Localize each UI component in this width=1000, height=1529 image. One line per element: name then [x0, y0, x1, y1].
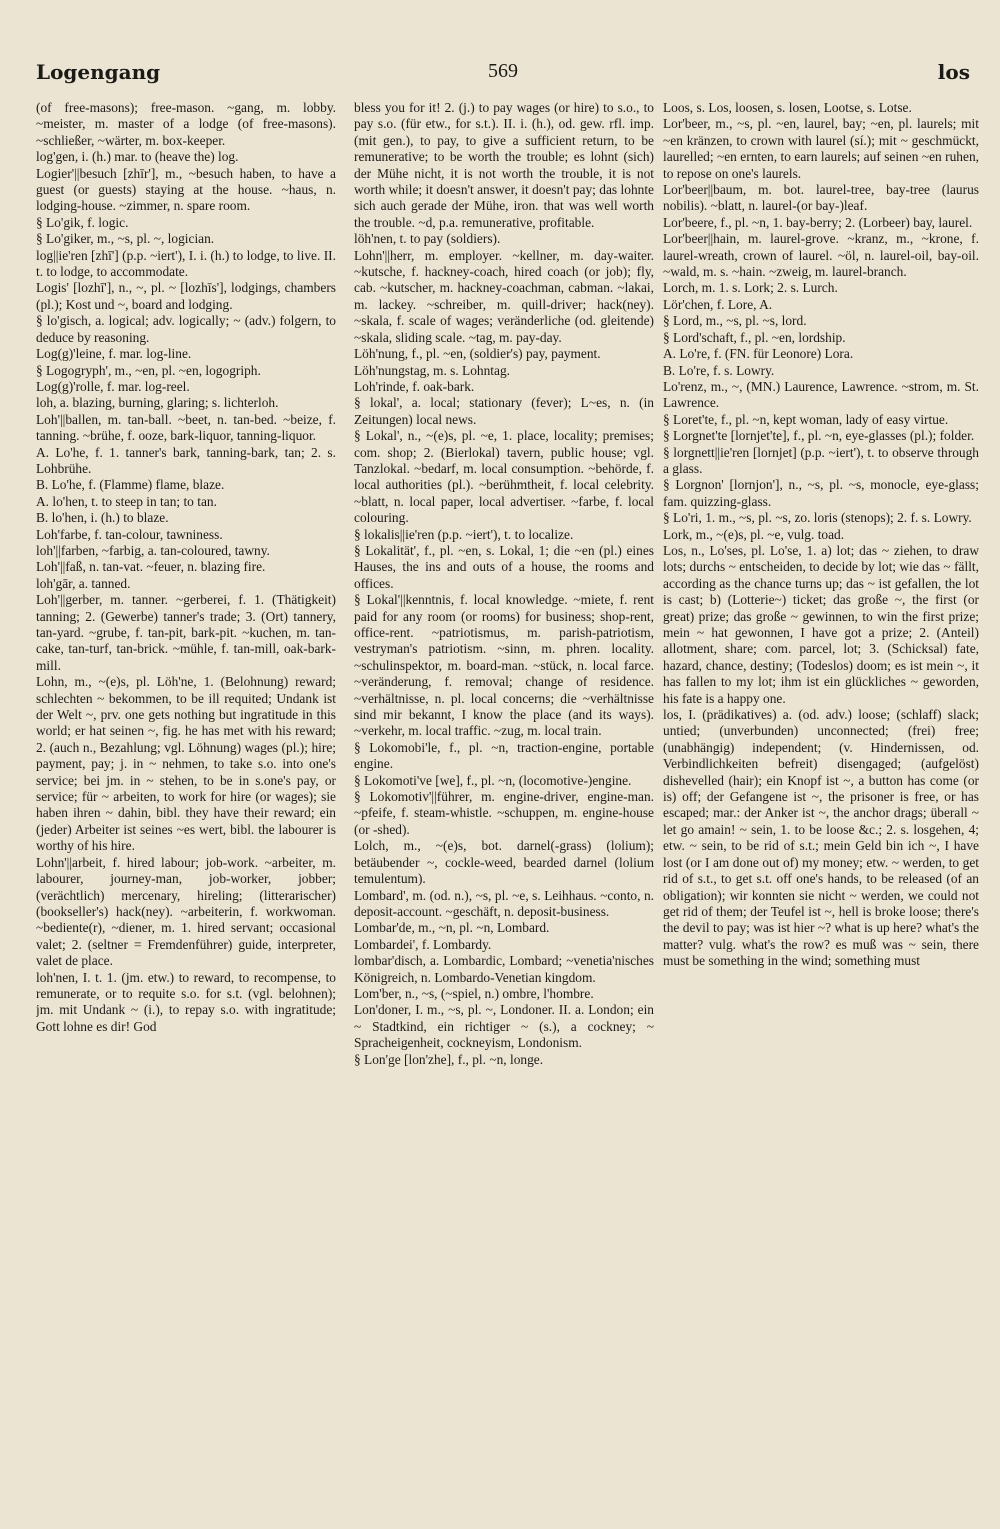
dictionary-entry: § lo'gisch, a. logical; adv. logically; ~ (adv.) folgern, to deduce by reasoning.: [36, 313, 336, 345]
dictionary-entry: Lork, m., ~(e)s, pl. ~e, vulg. toad.: [663, 526, 845, 542]
dictionary-entry: § Loret'te, f., pl. ~n, kept woman, lady of easy virtue.: [663, 411, 949, 427]
dictionary-entry: § lokal', a. local; stationary (fever); L~es, n. (in Zeitungen) local news.: [354, 395, 654, 427]
dictionary-entry: § Lorgnon' [lornjon'], n., ~s, pl. ~s, monocle, eye-glass; fam. quizzing-glass.: [663, 477, 979, 509]
dictionary-entry: § lorgnett||ie'ren [lornjet] (p.p. ~iert'), t. to observe through a glass.: [663, 444, 979, 476]
dictionary-entry: § Lo'giker, m., ~s, pl. ~, logician.: [36, 231, 215, 247]
dictionary-entry: A. lo'hen, t. to steep in tan; to tan.: [36, 493, 217, 509]
page-number: 569: [488, 60, 518, 82]
dictionary-entry: § Lokomoti've [we], f., pl. ~n, (locomotive-)engine.: [354, 772, 632, 788]
dictionary-entry: Loh'||faß, n. tan-vat. ~feuer, n. blazing fire.: [36, 559, 266, 575]
dictionary-entry: Löh'nung, f., pl. ~en, (soldier's) pay, payment.: [354, 346, 601, 362]
dictionary-entry: Lombar'de, m., ~n, pl. ~n, Lombard.: [354, 920, 550, 936]
dictionary-entry: Lombardei', f. Lombardy.: [354, 936, 492, 952]
column-left: [36, 100, 336, 1500]
dictionary-entry: löh'nen, t. to pay (soldiers).: [354, 231, 501, 247]
dictionary-entry: B. lo'hen, i. (h.) to blaze.: [36, 510, 169, 526]
dictionary-entry: bless you for it! 2. (j.) to pay wages (or hire) to s.o., to pay s.o. (für etw., for s.t.). II. i. (h.), od. gew. rfl. imp. (mit gen.), to pay, to give a sufficient return, to be remunerative; to be worth the trouble; es lohnt (sich) der Mühe nicht, it is not worth the trouble, it is not worth while; it doesn't answer, it doesn't pay; das lohnte sich auch gerade der Mühe, iron. that was well worth the trouble. ~d, p.a. remunerative, profitable.: [354, 100, 654, 230]
dictionary-entry: loh'nen, I. t. 1. (jm. etw.) to reward, to recompense, to remunerate, or to requite s.o. for s.t. (vgl. belohnen); jm. mit Undank ~ (i.), to repay s.o. with ingratitude; Gott lohne es dir! God: [36, 969, 336, 1034]
dictionary-entry: Los, n., Lo'ses, pl. Lo'se, 1. a) lot; das ~ ziehen, to draw lots; durchs ~ entscheiden, to decide by lot; wie das ~ fällt, according as the chance turns up; das ~ ist gefallen, the lot is cast; b) (Lotterie~) ticket; das große ~, the first (or great) prize; das große ~ gewinnen, to win the first prize; mein ~ hat gewonnen, I have got a prize; 2. (Anteil) allotment, share; com. parcel, lot; 3. (Schicksal) fate, hazard, chance, destiny; (Todeslos) doom; es ist mein ~, it has fallen to my lot; ihm ist ein glückliches ~ geworden, his fate is a happy one.: [663, 542, 979, 706]
dictionary-entry: B. Lo'he, f. (Flamme) flame, blaze.: [36, 477, 225, 493]
page-header: [36, 60, 970, 90]
dictionary-entry: § Lokal'||kenntnis, f. local knowledge. ~miete, f. rent paid for any room (or rooms) for business; shop-rent, office-rent. ~patriotismus, m. parish-patriotism, vestryman's patriotism. ~sinn, m. phren. locality. ~schulinspektor, m. board-man. ~stück, n. local farce. ~veränderung, f. removal; change of residence. ~verhältnisse, n. pl. local concerns; die ~verhältnisse sind mir bekannt, I know the place (and its ways). ~verkehr, m. local traffic. ~zug, m. local train.: [354, 592, 654, 739]
dictionary-entry: § Logogryph', m., ~en, pl. ~en, logogriph.: [36, 362, 261, 378]
dictionary-entry: loh'gār, a. tanned.: [36, 575, 131, 591]
dictionary-entry: § Lon'ge [lon'zhe], f., pl. ~n, longe.: [354, 1051, 544, 1067]
dictionary-entry: lombar'disch, a. Lombardic, Lombard; ~venetia'nisches Königreich, n. Lombardo-Venetian kingdom.: [354, 953, 654, 985]
dictionary-entry: § Lord'schaft, f., pl. ~en, lordship.: [663, 329, 846, 345]
dictionary-entry: Lolch, m., ~(e)s, bot. darnel(-grass) (lolium); betäubender ~, cockle-weed, bearded darnel (lolium temulentum).: [354, 838, 654, 887]
dictionary-entry: § Lokalität', f., pl. ~en, s. Lokal, 1; die ~en (pl.) eines Hauses, the ins and outs of a house, the rooms and offices.: [354, 542, 654, 591]
dictionary-entry: § Lord, m., ~s, pl. ~s, lord.: [663, 313, 807, 329]
dictionary-entry: loh, a. blazing, burning, glaring; s. lichterloh.: [36, 395, 279, 411]
dictionary-entry: Loh'||gerber, m. tanner. ~gerberei, f. 1. (Thätigkeit) tanning; 2. (Gewerbe) tanner's trade; 3. (Ort) tannery, tan-yard. ~grube, f. tan-pit, bark-pit. ~kuchen, m. tan-cake, tan-turf, tan-brick. ~mühle, f. tan-mill, oak-bark-mill.: [36, 592, 336, 673]
dictionary-entry: § Lo'gik, f. logic.: [36, 214, 129, 230]
dictionary-entry: Lor'beer, m., ~s, pl. ~en, laurel, bay; ~en, pl. laurels; mit ~en kränzen, to crown with laurel (sí.); mit ~ geschmückt, laurelled; ~en ernten, to earn laurels; auf seinen ~en ruhen, to repose on one's laurels.: [663, 116, 979, 181]
dictionary-entry: Lohn, m., ~(e)s, pl. Löh'ne, 1. (Belohnung) reward; schlechten ~ bekommen, to be ill requited; Undank ist der Welt ~, prv. one gets nothing but ingratitude in this world; er hat seinen ~, fig. he has met with his reward; 2. (auch n., Bezahlung; vgl. Löhnung) wages (pl.); hire; payment, pay; j. in ~ nehmen, to take s.o. into one's service; bei jm. in ~ stehen, to be in s.one's pay, or service; für ~ arbeiten, to work for hire (or wages); sie haben ihren ~ dahin, bibl. they have their reward; ein (jeder) Arbeiter ist seines ~es wert, bibl. the labourer is worthy of his hire.: [36, 674, 336, 854]
dictionary-entry: Lör'chen, f. Lore, A.: [663, 296, 773, 312]
dictionary-entry: Log(g)'leine, f. mar. log-line.: [36, 346, 192, 362]
dictionary-entry: Lor'beere, f., pl. ~n, 1. bay-berry; 2. (Lorbeer) bay, laurel.: [663, 214, 973, 230]
dictionary-entry: Lon'doner, I. m., ~s, pl. ~, Londoner. II. a. London; ein ~ Stadtkind, ein richtiger ~ (s.), a cockney; ~ Spracheigenheit, cockneyism, Londonism.: [354, 1002, 654, 1051]
dictionary-entry: § Lo'ri, 1. m., ~s, pl. ~s, zo. loris (stenops); 2. f. s. Lowry.: [663, 510, 972, 526]
dictionary-entry: log||ie'ren [zhī'] (p.p. ~iert'), I. i. (h.) to lodge, to live. II. t. to lodge, to accommodate.: [36, 247, 336, 280]
dictionary-entry: A. Lo're, f. (FN. für Leonore) Lora.: [663, 346, 854, 362]
header-first-word: Logengang: [36, 60, 161, 84]
dictionary-entry: los, I. (prädikatives) a. (od. adv.) loose; (schlaff) slack; untied; (unverbunden) unconnected; (frei) free; (unabhängig) independent; (v. Hindernissen, od. Verbindlichkeiten befreit) disengaged; (aufgelöst) dishevelled (hair); ein Knopf ist ~, a button has come (or is) off; der Gefangene ist ~, the prisoner is free, or has escaped; mar.: der Anker ist ~, the anchor drags; überall ~ let go amain! ~ sein, 1. to be loose &c.; 2. s. losgehen, 4; etw. ~ sein, to be rid of s.t.; mein Geld bin ich ~, I have lost (or I am done out of) my money; etw. ~ werden, to get rid of s.t., to get s.t. off one's hands, to be released (of an obligation); wir konnten sie nicht ~ werden, we could not get rid of them; der Teufel ist ~, hell is broke loose; there's the devil to pay; was ist hier ~? what is up here? what's the matter? vulg. what's the row? es muß was ~ sein, there must be something in the wind; something must: [663, 707, 979, 969]
dictionary-entry: Lohn'||arbeit, f. hired labour; job-work. ~arbeiter, m. labourer, journey-man, job-worker, jobber; (verächtlich) mercenary, hireling; (litterarischer) (bookseller's) hack(ney). ~arbeiterin, f. workwoman. ~bediente(r), ~diener, m. 1. hired servant; occasional valet; 2. (seltner = Fremdenführer) guide, interpreter, valet de place.: [36, 854, 336, 969]
dictionary-entry: Loos, s. Los, loosen, s. losen, Lootse, s. Lotse.: [663, 100, 912, 115]
dictionary-entry: Loh'farbe, f. tan-colour, tawniness.: [36, 526, 223, 542]
column-middle: [354, 100, 654, 1500]
dictionary-entry: Lor'beer||hain, m. laurel-grove. ~kranz, m., ~krone, f. laurel-wreath, crown of laurel. ~öl, n. laurel-oil, bay-oil. ~wald, m. s. ~hain. ~zweig, m. laurel-branch.: [663, 231, 979, 280]
dictionary-entry: Logier'||besuch [zhīr'], m., ~besuch haben, to have a guest (or guests) staying at the house. ~haus, n. lodging-house. ~zimmer, n. spare room.: [36, 165, 336, 214]
dictionary-entry: Loh'rinde, f. oak-bark.: [354, 378, 475, 394]
dictionary-entry: Loh'||ballen, m. tan-ball. ~beet, n. tan-bed. ~beize, f. tanning. ~brühe, f. ooze, bark-liquor, tanning-liquor.: [36, 411, 336, 444]
column-right: [663, 100, 979, 1500]
dictionary-entry: Log(g)'rolle, f. mar. log-reel.: [36, 378, 190, 394]
dictionary-entry: Lohn'||herr, m. employer. ~kellner, m. day-waiter. ~kutsche, f. hackney-coach, hired coach (or job); fly, cab. ~kutscher, m. hackney-coachman, cabman. ~lakai, m. lackey. ~schreiber, m. quill-driver; hack(ney). ~skala, f. scale of wages; veränderliche (od. gleitende) ~skala, sliding scale. ~tag, m. pay-day.: [354, 247, 654, 345]
dictionary-entry: log'gen, i. (h.) mar. to (heave the) log.: [36, 149, 239, 165]
dictionary-entry: § Lorgnet'te [lornjet'te], f., pl. ~n, eye-glasses (pl.); folder.: [663, 428, 975, 444]
dictionary-entry: § Lokal', n., ~(e)s, pl. ~e, 1. place, locality; premises; com. shop; 2. (Bierlokal) tavern, public house; vgl. Tanzlokal. ~bedarf, m. local consumption. ~behörde, f. local authorities (pl.). ~berühmtheit, f. local celebrity. ~blatt, n. local paper, local advertiser. ~farbe, f. local colouring.: [354, 428, 654, 526]
dictionary-entry: Lor'beer||baum, m. bot. laurel-tree, bay-tree (laurus nobilis). ~blatt, n. laurel-(or bay-)leaf.: [663, 182, 979, 214]
dictionary-entry: Löh'nungstag, m. s. Lohntag.: [354, 362, 511, 378]
dictionary-entry: § Lokomobi'le, f., pl. ~n, traction-engine, portable engine.: [354, 739, 654, 772]
dictionary-entry: B. Lo're, f. s. Lowry.: [663, 362, 775, 378]
dictionary-entry: Lombard', m. (od. n.), ~s, pl. ~e, s. Leihhaus. ~conto, n. deposit-account. ~geschäft, n. deposit-business.: [354, 887, 654, 919]
dictionary-entry: § lokalis||ie'ren (p.p. ~iert'), t. to localize.: [354, 526, 574, 542]
dictionary-entry: Logis' [lozhī'], n., ~, pl. ~ [lozhīs'], lodgings, chambers (pl.); Kost und ~, board and lodging.: [36, 280, 336, 312]
dictionary-entry: (of free-masons); free-mason. ~gang, m. lobby. ~meister, m. master of a lodge (of free-masons). ~schließer, ~wärter, m. box-keeper.: [36, 100, 336, 148]
header-last-word: los: [937, 60, 970, 84]
dictionary-entry: A. Lo'he, f. 1. tanner's bark, tanning-bark, tan; 2. s. Lohbrühe.: [36, 444, 336, 476]
dictionary-entry: Lom'ber, n., ~s, (~spiel, n.) ombre, l'hombre.: [354, 985, 594, 1001]
dictionary-entry: § Lokomotiv'||führer, m. engine-driver, engine-man. ~pfeife, f. steam-whistle. ~schuppen, m. engine-house (or -shed).: [354, 789, 654, 837]
dictionary-entry: Lorch, m. 1. s. Lork; 2. s. Lurch.: [663, 280, 838, 296]
dictionary-entry: loh'||farben, ~farbig, a. tan-coloured, tawny.: [36, 542, 270, 558]
dictionary-entry: Lo'renz, m., ~, (MN.) Laurence, Lawrence. ~strom, m. St. Lawrence.: [663, 378, 979, 411]
